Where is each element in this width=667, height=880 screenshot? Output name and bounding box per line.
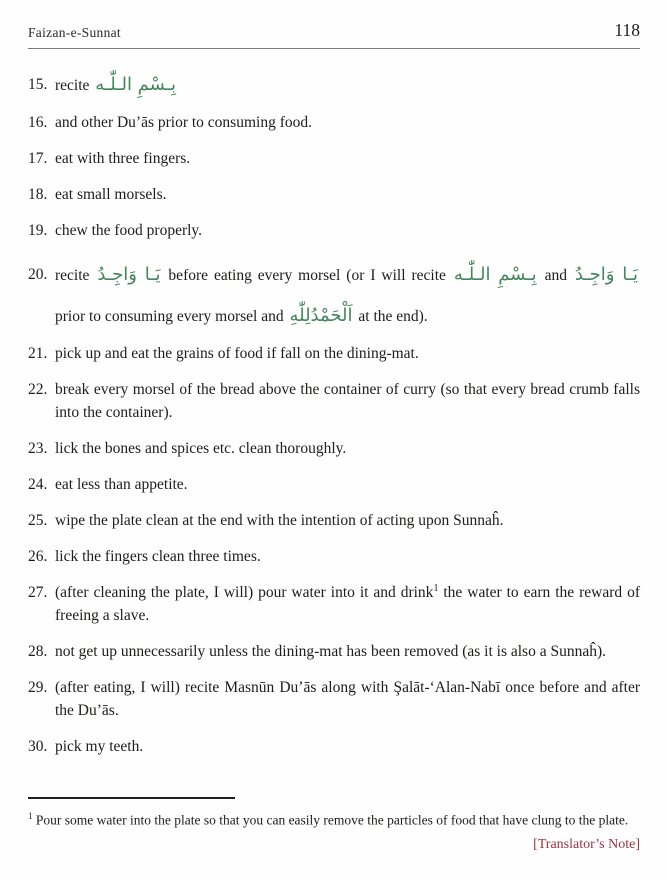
- footnote-separator-rule: [28, 797, 235, 799]
- arabic-phrase: يَـا وَاجِـدُ: [97, 264, 161, 285]
- page-header: [28, 20, 640, 49]
- item-number: 16.: [28, 114, 48, 131]
- item-text-segment: recite: [55, 267, 96, 284]
- item-number: 20.: [28, 266, 48, 283]
- item-text: [55, 147, 640, 170]
- list-item: [28, 219, 640, 242]
- item-number: 27.: [28, 584, 48, 601]
- item-number: 23.: [28, 440, 48, 457]
- item-number: 29.: [28, 679, 48, 696]
- item-text-segment: chew the food properly.: [55, 222, 203, 239]
- list-item: [28, 509, 640, 532]
- running-head-title: Faizan-e-Sunnat: [28, 25, 121, 40]
- item-text-segment: eat small morsels.: [55, 186, 167, 203]
- item-number: 30.: [28, 738, 48, 755]
- list-item: [28, 473, 640, 496]
- item-number: 22.: [28, 381, 48, 398]
- item-text: [55, 111, 640, 134]
- list-item: [28, 581, 640, 627]
- item-text-segment: lick the fingers clean three times.: [55, 548, 261, 565]
- arabic-phrase: اَلْحَمْدُلِلّٰهِ: [289, 305, 353, 326]
- arabic-phrase: يَـا وَاجِـدُ: [574, 264, 639, 285]
- item-text-segment: recite: [55, 77, 94, 94]
- item-text-segment: (after eating, I will) recite Masnūn Du’ās along with Şalāt-‘Alan-Nabī once before and after the Du’ās.: [55, 679, 640, 719]
- item-text: [55, 640, 640, 663]
- item-text-segment: the water to earn the reward of freeing a slave.: [55, 584, 640, 624]
- item-text: [55, 509, 640, 532]
- list-item: [28, 640, 640, 663]
- arabic-phrase: بِـسْمِ الـلّٰـه: [95, 74, 176, 95]
- item-number: 24.: [28, 476, 48, 493]
- item-number: 19.: [28, 222, 48, 239]
- arabic-phrase: بِـسْمِ الـلّٰـه: [453, 264, 537, 285]
- footnote-text: [28, 808, 640, 829]
- item-text-segment: pick my teeth.: [55, 738, 144, 755]
- item-text: [55, 676, 640, 722]
- list-item: [28, 147, 640, 170]
- list-item: [28, 378, 640, 424]
- item-text: [55, 437, 640, 460]
- item-text: [55, 735, 640, 758]
- item-text: [55, 473, 640, 496]
- list-item: [28, 735, 640, 758]
- item-text: [55, 342, 640, 365]
- footnote-area: [28, 797, 640, 853]
- list-item: [28, 342, 640, 365]
- item-text-segment: prior to consuming every morsel and: [55, 308, 288, 325]
- item-number: 18.: [28, 186, 48, 203]
- item-text: [55, 581, 640, 627]
- footnote-body: Pour some water into the plate so that you can easily remove the particles of food that have clung to the plate.: [32, 812, 629, 828]
- item-text-segment: pick up and eat the grains of food if fall on the dining-mat.: [55, 345, 419, 362]
- item-number: 28.: [28, 643, 48, 660]
- item-text-segment: and: [538, 267, 573, 284]
- list-item: [28, 676, 640, 722]
- list-item: [28, 111, 640, 134]
- item-text-segment: eat less than appetite.: [55, 476, 188, 493]
- footnote-marker: 1: [28, 811, 33, 821]
- list-item: [28, 255, 640, 337]
- item-number: 21.: [28, 345, 48, 362]
- item-number: 26.: [28, 548, 48, 565]
- sunnah-list: [28, 65, 640, 758]
- item-text-segment: (after cleaning the plate, I will) pour water into it and drink: [55, 584, 434, 601]
- footnote-reference: 1: [433, 582, 439, 594]
- list-item: [28, 437, 640, 460]
- item-number: 25.: [28, 512, 48, 529]
- item-text-segment: not get up unnecessarily unless the dining-mat has been removed (as it is also a Sunnaĥ).: [55, 643, 606, 660]
- item-text: [55, 255, 640, 337]
- list-item: [28, 545, 640, 568]
- list-item: [28, 183, 640, 206]
- list-item: [28, 65, 640, 106]
- item-text-segment: before eating every morsel (or I will recite: [162, 267, 452, 284]
- page-number: 118: [614, 20, 640, 40]
- item-number: 15.: [28, 76, 48, 93]
- item-text-segment: wipe the plate clean at the end with the intention of acting upon Sunnaĥ.: [55, 512, 504, 529]
- item-text-segment: break every morsel of the bread above the container of curry (so that every bread crumb falls into the container).: [55, 381, 640, 421]
- item-text: [55, 545, 640, 568]
- item-text-segment: eat with three fingers.: [55, 150, 191, 167]
- item-text: [55, 219, 640, 242]
- item-text-segment: lick the bones and spices etc. clean thoroughly.: [55, 440, 347, 457]
- translator-note: [Translator’s Note]: [533, 836, 640, 852]
- item-number: 17.: [28, 150, 48, 167]
- item-text-segment: at the end).: [354, 308, 428, 325]
- item-text: [55, 65, 640, 106]
- item-text-segment: and other Du’ās prior to consuming food.: [55, 114, 312, 131]
- item-text: [55, 378, 640, 424]
- item-text: [55, 183, 640, 206]
